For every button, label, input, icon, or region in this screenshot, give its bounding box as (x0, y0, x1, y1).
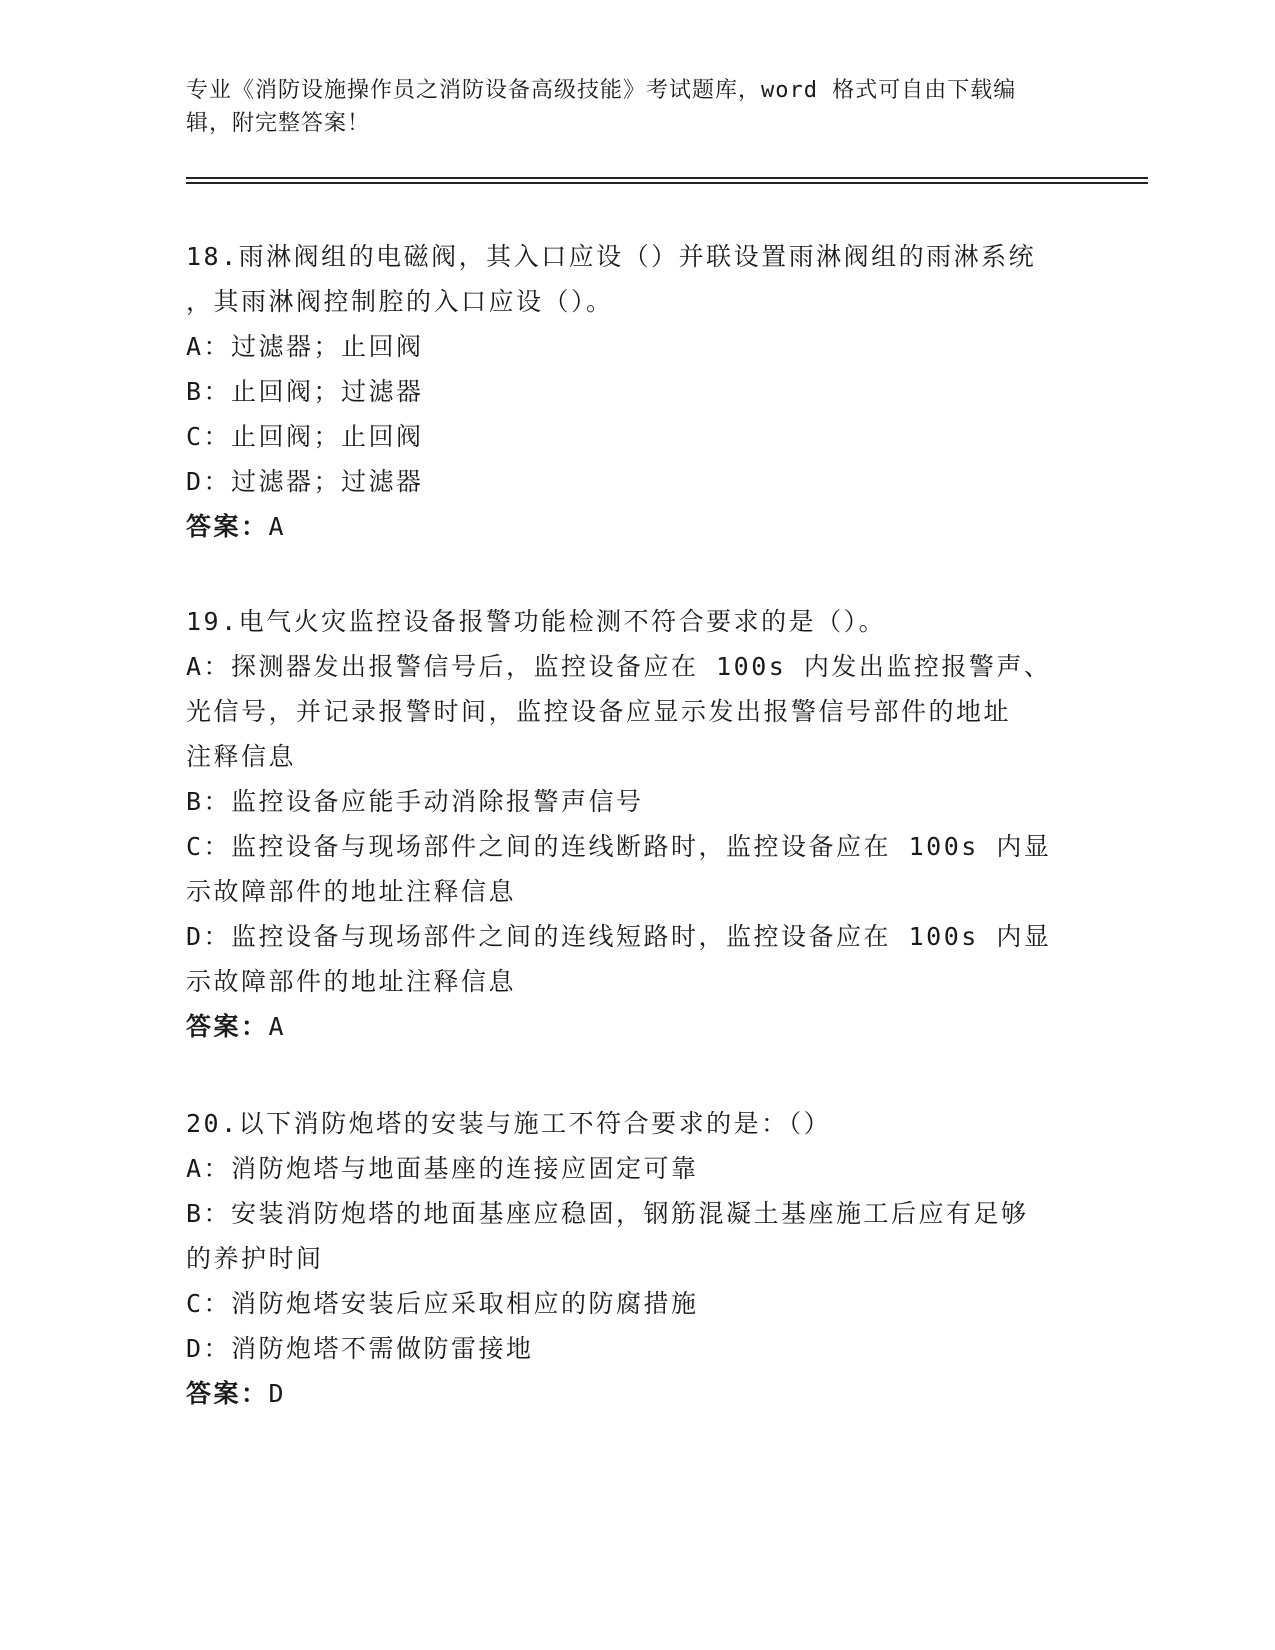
document-header (186, 74, 1066, 140)
option-a: A：过滤器；止回阀 (186, 332, 424, 361)
answer-label: 答案： (186, 1012, 269, 1041)
answer-row (186, 1004, 1086, 1049)
header-divider-bottom (186, 182, 1148, 184)
option-a: A：消防炮塔与地面基座的连接应固定可靠 (186, 1154, 699, 1183)
option-c-cont: 示故障部件的地址注释信息 (186, 877, 517, 906)
option-d: D：监控设备与现场部件之间的连线短路时，监控设备应在 100s 内显 (186, 922, 1052, 951)
option-b-cont: 的养护时间 (186, 1244, 324, 1273)
question-stem: 18.雨淋阀组的电磁阀，其入口应设（）并联设置雨淋阀组的雨淋系统 (186, 242, 1037, 271)
question-stem: ，其雨淋阀控制腔的入口应设（）。 (186, 287, 614, 316)
answer-value: A (268, 1012, 287, 1041)
option-c: C：监控设备与现场部件之间的连线断路时，监控设备应在 100s 内显 (186, 832, 1052, 861)
answer-label: 答案： (186, 512, 269, 541)
option-a-cont: 光信号，并记录报警时间，监控设备应显示发出报警信号部件的地址 (186, 697, 1012, 726)
header-line-2: 辑，附完整答案！ (186, 111, 371, 136)
answer-value: D (268, 1379, 287, 1408)
question-20 (186, 1101, 1086, 1416)
answer-value: A (268, 512, 287, 541)
option-b: B：安装消防炮塔的地面基座应稳固，钢筋混凝土基座施工后应有足够 (186, 1199, 1029, 1228)
option-b: B：止回阀；过滤器 (186, 377, 424, 406)
option-b: B：监控设备应能手动消除报警声信号 (186, 787, 644, 816)
option-d: D：消防炮塔不需做防雷接地 (186, 1334, 534, 1363)
answer-row (186, 1371, 1086, 1416)
question-18 (186, 234, 1086, 549)
option-a: A：探测器发出报警信号后，监控设备应在 100s 内发出监控报警声、 (186, 652, 1052, 681)
option-a-cont: 注释信息 (186, 742, 297, 771)
header-line-1: 专业《消防设施操作员之消防设备高级技能》考试题库，word 格式可自由下载编 (186, 78, 1017, 103)
option-c: C：消防炮塔安装后应采取相应的防腐措施 (186, 1289, 699, 1318)
option-d-cont: 示故障部件的地址注释信息 (186, 967, 517, 996)
question-stem: 20.以下消防炮塔的安装与施工不符合要求的是：（） (186, 1109, 832, 1138)
option-c: C：止回阀；止回阀 (186, 422, 424, 451)
question-stem: 19.电气火灾监控设备报警功能检测不符合要求的是（）。 (186, 607, 887, 636)
question-19 (186, 599, 1086, 1049)
header-divider-top (186, 177, 1148, 179)
option-d: D：过滤器；过滤器 (186, 467, 424, 496)
answer-row (186, 504, 1086, 549)
answer-label: 答案： (186, 1379, 269, 1408)
